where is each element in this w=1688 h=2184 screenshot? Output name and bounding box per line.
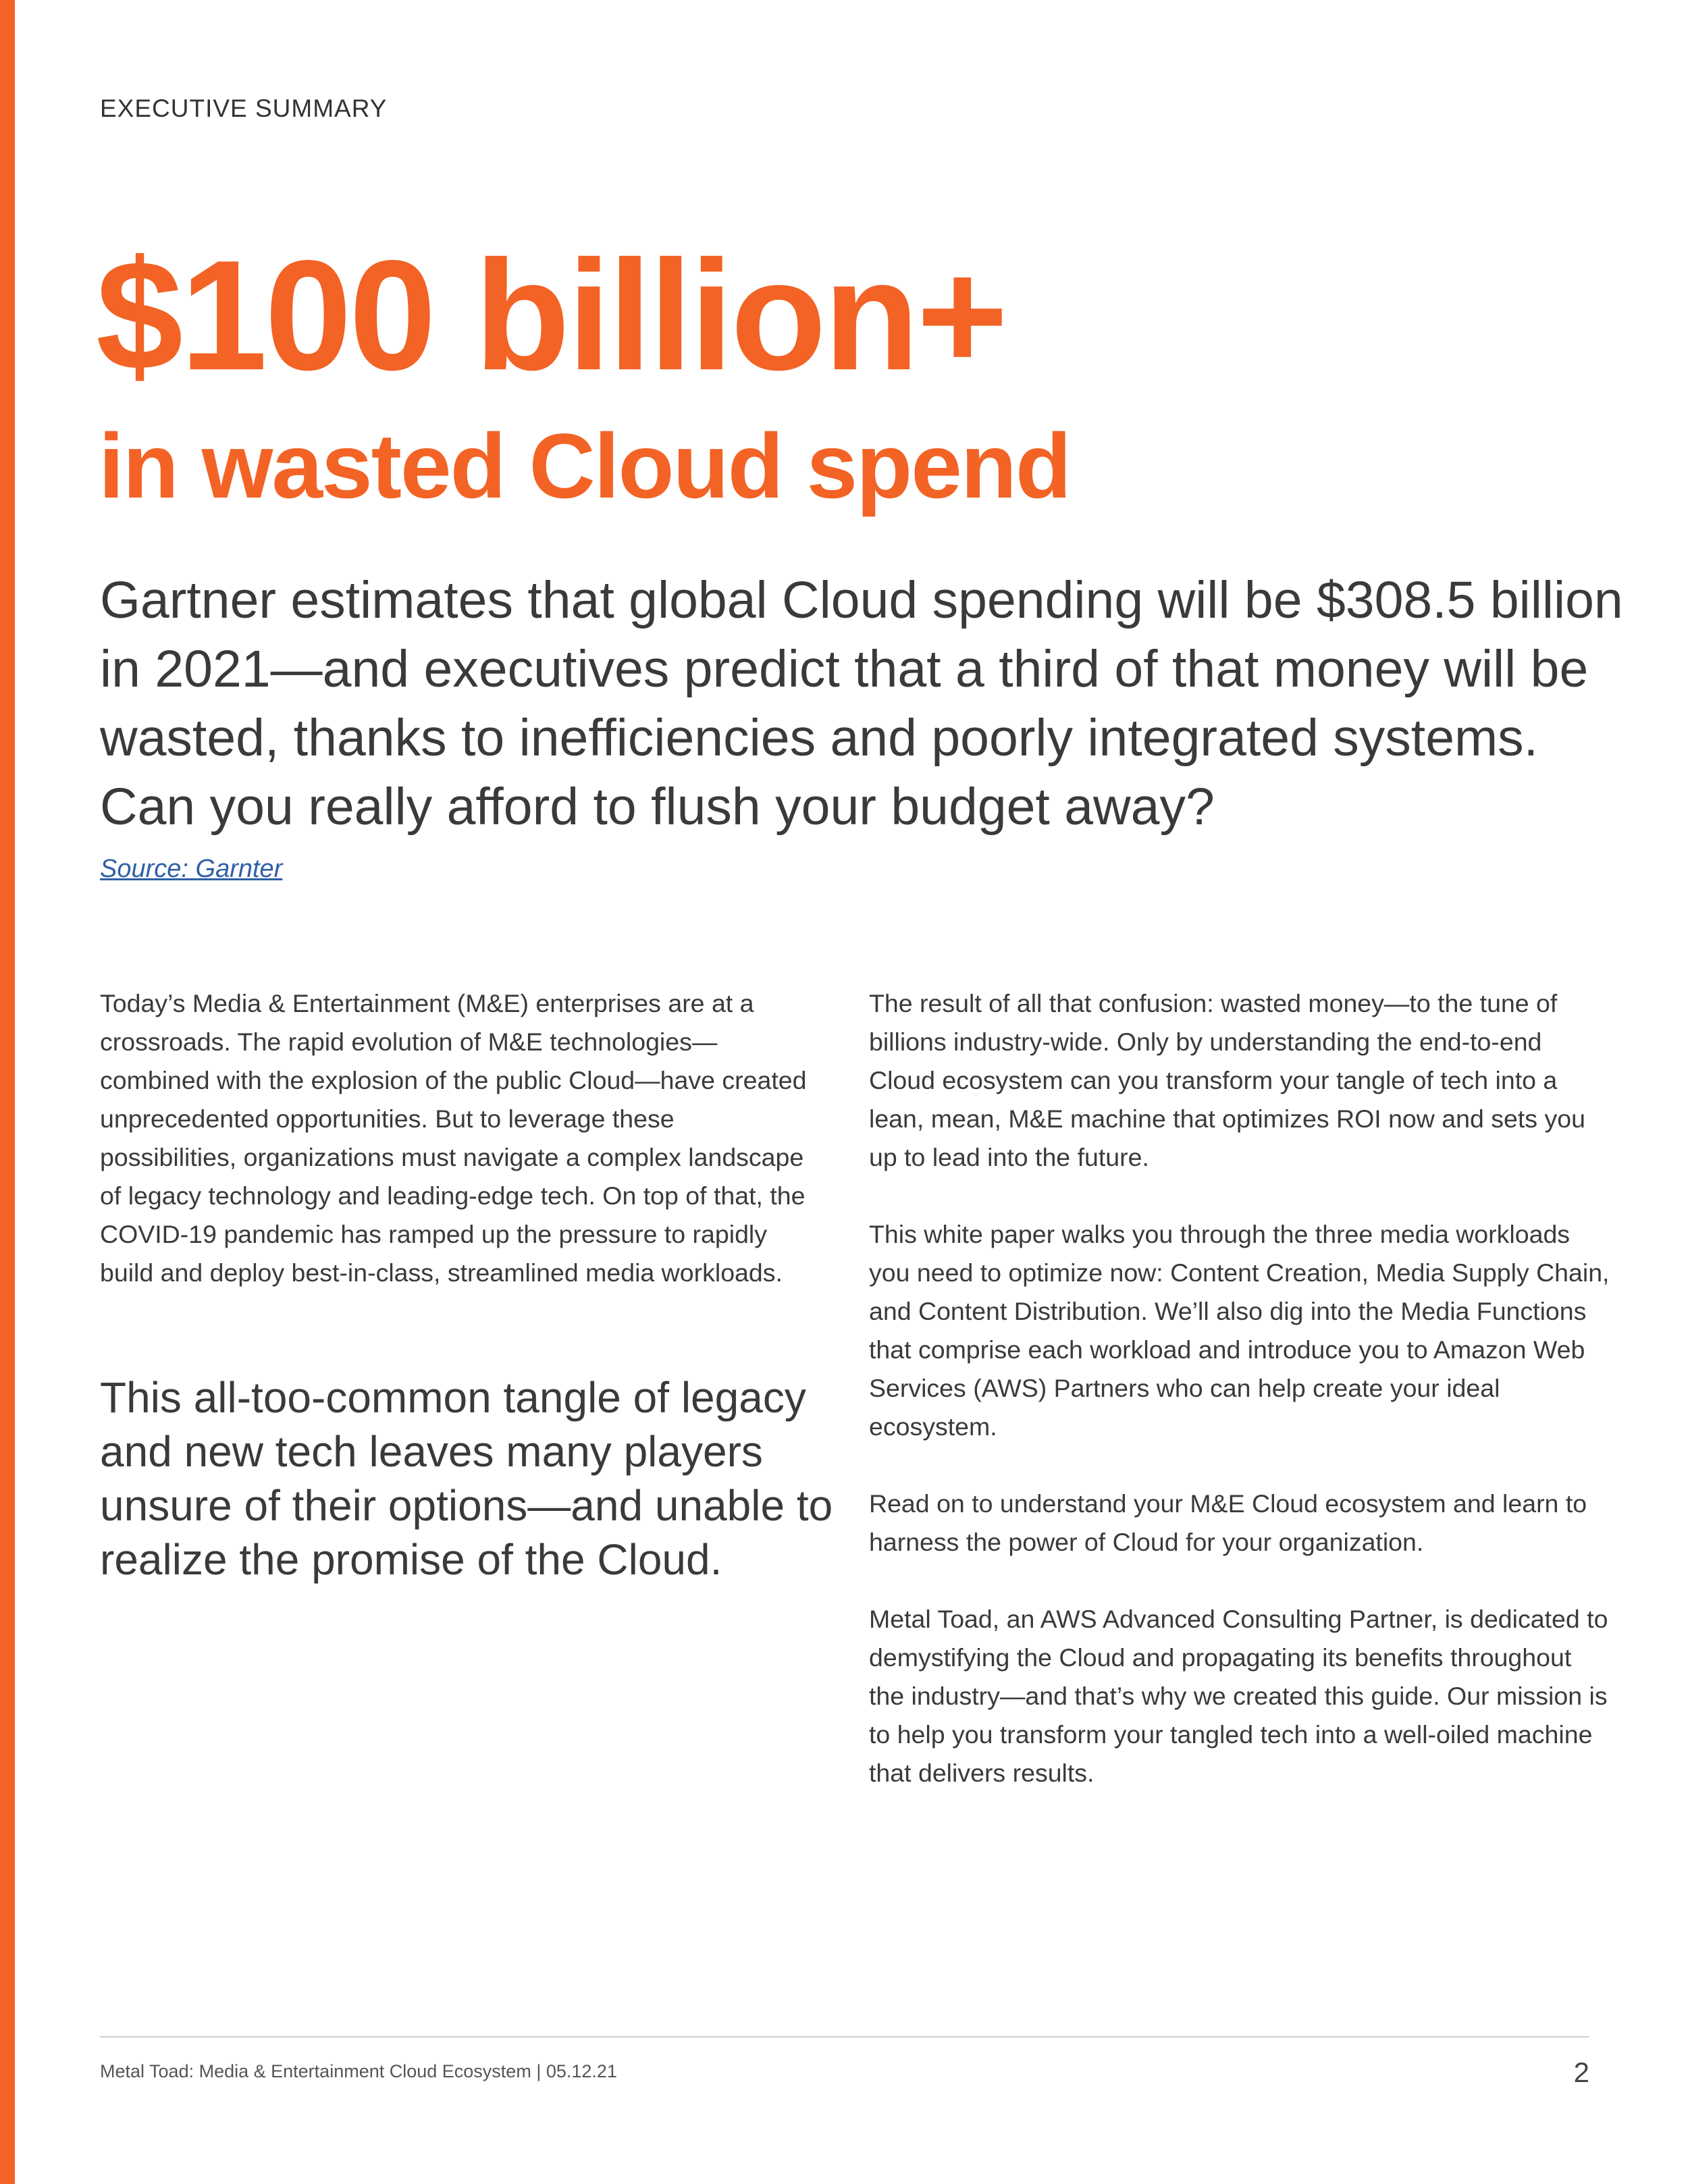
body-paragraph: Read on to understand your M&E Cloud ecosystem and learn to harness the power of Cloud for your organization. xyxy=(869,1489,1587,1556)
headline-subtitle: in wasted Cloud spend xyxy=(99,415,1070,517)
pull-quote: This all-too-common tangle of legacy and new tech leaves many players unsure of their options—and unable to realize the promise of the Cloud. xyxy=(100,1373,833,1584)
source-link[interactable]: Source: Garnter xyxy=(100,855,283,883)
body-paragraph: The result of all that confusion: wasted money—to the tune of billions industry-wide. Only by understanding the end-to-end Cloud ecosystem can you transform your tangle of tech into a lean, mean, M&E machine that optimizes ROI now and sets you up to lead into the future. xyxy=(869,989,1585,1171)
right-column xyxy=(869,984,1612,1831)
accent-bar xyxy=(0,0,15,2184)
lead-paragraph: Gartner estimates that global Cloud spending will be $308.5 billion in 2021—and executives predict that a third of that money will be wasted, thanks to inefficiencies and poorly integrated systems. Can you really afford to flush your budget away? xyxy=(100,571,1623,836)
body-paragraph: Today’s Media & Entertainment (M&E) enterprises are at a crossroads. The rapid evolution of M&E technologies—combined with the explosion of the public Cloud—have created unprecedented opportunities. But to leverage these possibilities, organizations must navigate a complex landscape of legacy technology and leading-edge tech. On top of that, the COVID-19 pandemic has ramped up the pressure to rapidly build and deploy best-in-class, streamlined media workloads. xyxy=(100,989,807,1287)
body-paragraph: This white paper walks you through the three media workloads you need to optimize now: Content Creation, Media Supply Chain, and Content Distribution. We’ll also dig into the Media Functions that comprise each workload and introduce you to Amazon Web Services (AWS) Partners who can help create your ideal ecosystem. xyxy=(869,1220,1610,1441)
page-number: 2 xyxy=(1573,2056,1589,2088)
footer-text: Metal Toad: Media & Entertainment Cloud Ecosystem | 05.12.21 xyxy=(100,2061,617,2081)
left-column xyxy=(100,984,816,1331)
footer-divider xyxy=(100,2036,1589,2037)
section-label: EXECUTIVE SUMMARY xyxy=(100,95,388,122)
body-paragraph: Metal Toad, an AWS Advanced Consulting Partner, is dedicated to demystifying the Cloud and propagating its benefits throughout the industry—and that’s why we created this guide. Our mission is to help you transform your tangled tech into a well-oiled machine that delivers results. xyxy=(869,1605,1608,1787)
headline-figure: $100 billion+ xyxy=(96,228,1006,403)
